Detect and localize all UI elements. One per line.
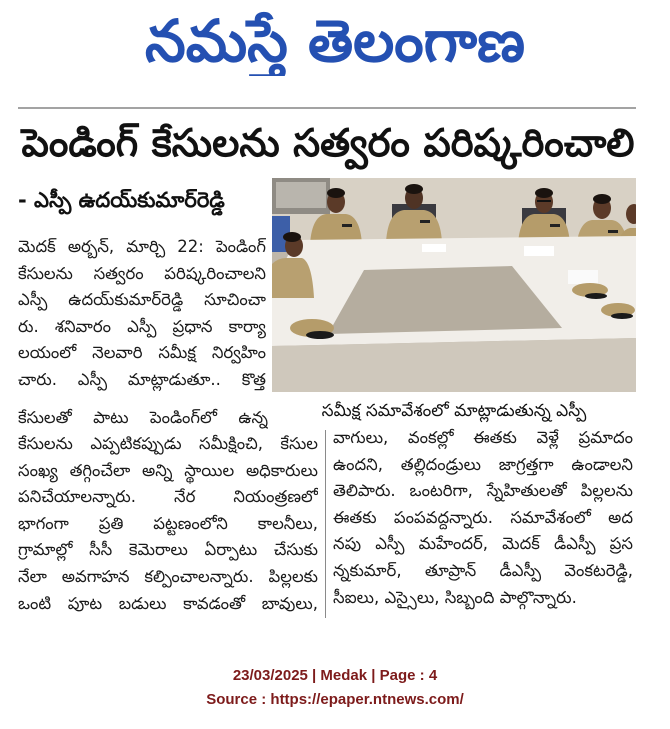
officer-hair [405, 184, 423, 194]
officer-name-plate [550, 224, 560, 227]
officer-name-plate [608, 230, 618, 233]
table-near-edge [272, 338, 636, 392]
paper-sheet [422, 244, 446, 252]
masthead-divider [18, 107, 636, 109]
column-divider [325, 430, 326, 618]
photo-conference-table [272, 236, 636, 392]
officer-name-plate [420, 220, 430, 223]
article-text-line: లయంలో నెలవారి సమీక్ష నిర్వహిం [18, 343, 266, 363]
photo-wall-window-glass [276, 182, 326, 208]
officer-name-plate [342, 224, 352, 227]
article-text-line: నపు ఎస్పీ మహేందర్, మెదక్ డీఎస్పీ ప్రస [333, 534, 633, 554]
article-text-line: రు. శనివారం ఎస్పీ ప్రధాన కార్యా [18, 316, 266, 336]
officer-hair [327, 188, 345, 198]
article-text-line: ఈతకు పంపవద్దన్నారు. సమావేశంలో అద [333, 507, 633, 527]
cap-brim [306, 331, 334, 339]
article-text-line: ఎస్పీ ఉదయ్‌కుమార్‌రెడ్డి సూచించా [18, 290, 266, 310]
article-text-line: భాగంగా ప్రతి పట్టణంలోని కాలనీలు, [18, 513, 318, 533]
article-text-line: సీఐలు, ఎస్సైలు, సిబ్బంది పాల్గొన్నారు. [333, 587, 577, 607]
article-text-line: తెలిపారు. ఒంటరిగా, స్నేహితులతో పిల్లలను [333, 481, 633, 501]
article-text-line: మెదక్ అర్బన్, మార్చి 22: పెండింగ్ [18, 237, 266, 256]
article-text-line: పనిచేయాలన్నారు. నేర నియంత్రణలో [18, 487, 318, 507]
article-text-line: వాగులు, వంకల్లో ఈతకు వెళ్లే ప్రమాదం [333, 428, 633, 447]
article-column-left-bottom [18, 431, 318, 617]
cap-brim [585, 293, 607, 299]
article-text-line: నేలా అవగాహన కల్పించాలన్నారు. పిల్లలకు [18, 566, 318, 586]
newspaper-masthead-logo: నమస్తే తెలంగాణ [145, 7, 525, 75]
photo-caption: సమీక్ష సమావేశంలో మాట్లాడుతున్న ఎస్పీ [321, 401, 587, 421]
paper-sheet [524, 246, 554, 256]
article-photo [272, 178, 636, 392]
officer-glasses [537, 200, 551, 202]
paper-sheet [568, 270, 598, 284]
edition-info: 23/03/2025 | Medak | Page : 4 [232, 667, 438, 684]
article-text-line: న్నకుమార్, తూప్రాన్ డీఎస్పీ వెంకటరెడ్డి, [333, 560, 633, 580]
officer-hair [593, 194, 611, 204]
cap-brim [611, 313, 633, 319]
article-text-line: కేసులను సత్వరం పరిష్కరించాలని [18, 263, 266, 283]
source-link-text: Source : https://epaper.ntnews.com/ [206, 691, 464, 708]
article-text-line: గ్రామాల్లో సీసీ కెమెరాలు ఏర్పాటు చేసుకు [18, 540, 318, 560]
article-text-line: కేసులను ఎప్పటికప్పుడు సమీక్షించి, కేసుల [18, 434, 318, 453]
meeting-photo-illustration [272, 178, 636, 392]
article-text-line: సంఖ్య తగ్గించేలా అన్ని స్థాయిల అధికారులు [18, 460, 318, 480]
article-text-line: చారు. ఎస్పీ మాట్లాడుతూ.. కొత్త [18, 369, 266, 389]
officer-hair [283, 232, 301, 242]
article-text-line: ఉందని, తల్లిదండ్రులు జాగ్రత్తగా ఉండాలని [333, 454, 633, 474]
officer-hair [535, 188, 553, 198]
article-headline: పెండింగ్ కేసులను సత్వరం పరిష్కరించాలి [21, 121, 635, 166]
article-column-left-beside-caption [18, 405, 268, 432]
article-column-right [333, 425, 633, 611]
article-text-line: కేసులతో పాటు పెండింగ్‌లో ఉన్న [18, 408, 268, 427]
article-byline: - ఎస్పీ ఉదయ్‌కుమార్‌రెడ్డి [18, 188, 225, 212]
article-text-line: ఒంటి పూట బడులు కావడంతో బావులు, [18, 593, 318, 613]
article-column-left-top [18, 234, 266, 394]
